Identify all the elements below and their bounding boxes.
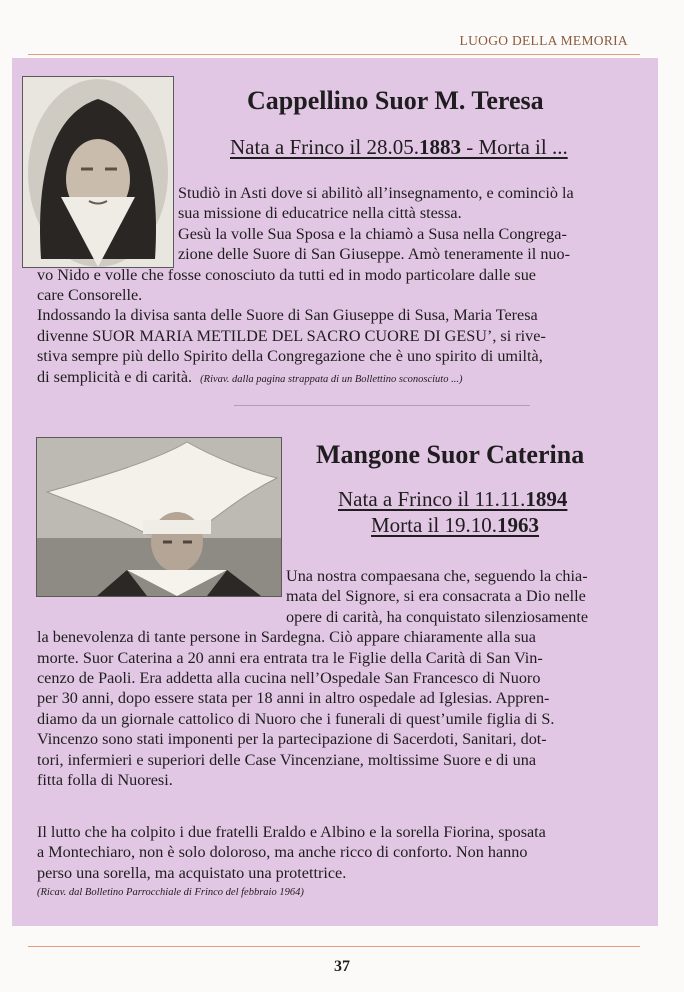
entry1-credit: (Rivav. dalla pagina strappata di un Bollettino sconosciuto ...) bbox=[200, 373, 463, 385]
entry2-death bbox=[371, 513, 539, 538]
entry2-line: per 30 anni, dopo essere stata per 18 anni in altro ospedale ad Iglesias. Appren- bbox=[37, 689, 550, 708]
entry2-line: la benevolenza di tante persone in Sardegna. Ciò appare chiaramente alla sua bbox=[37, 628, 536, 647]
entry1-death-text: - Morta il ... bbox=[460, 135, 568, 159]
entry2-credit: (Ricav. dal Bolletino Parrocchiale di Frinco del febbraio 1964) bbox=[37, 887, 304, 899]
entry1-bio bbox=[0, 183, 684, 390]
header-divider bbox=[28, 54, 640, 55]
entry2-line: Vincenzo sono stati imponenti per la partecipazione di Sacerdoti, Sanitari, dot- bbox=[37, 730, 547, 749]
entry2-death-text: Morta il 19.10. bbox=[371, 513, 497, 537]
entry1-dates bbox=[230, 135, 568, 160]
entry2-line: tori, infermieri e superiori delle Case Vincenziane, moltissime Suore e di una bbox=[37, 750, 537, 769]
entry1-line: Indossando la divisa santa delle Suore di San Giuseppe di Susa, Maria Teresa bbox=[37, 306, 538, 325]
entry1-birth-year: 1883 bbox=[418, 135, 461, 159]
entry2-closing-line: perso una sorella, ma acquistato una protettrice. bbox=[37, 863, 347, 882]
entry2-line: opere di carità, ha conquistato silenziosamente bbox=[286, 607, 589, 626]
entry1-line: sua missione di educatrice nella città stessa. bbox=[178, 204, 462, 223]
entry2-line: cenzo de Paoli. Era addetta alla cucina nell’Ospedale San Francesco di Nuoro bbox=[37, 669, 541, 688]
entry1-line: care Consorelle. bbox=[37, 286, 143, 305]
entry2-birth-text: Nata a Frinco il 11.11. bbox=[338, 487, 526, 511]
entry1-line: stiva sempre più dello Spirito della Congregazione che è uno spirito di umiltà, bbox=[37, 347, 543, 366]
entry2-line: morte. Suor Caterina a 20 anni era entrata tra le Figlie della Carità di San Vin- bbox=[37, 648, 543, 667]
entry2-line: diamo da un giornale cattolico di Nuoro che i funerali di quest’umile figlia di S. bbox=[37, 709, 555, 728]
page-number: 37 bbox=[334, 958, 350, 975]
entry2-bio bbox=[0, 566, 684, 790]
footer-divider bbox=[28, 946, 640, 947]
entry1-line: di semplicità e di carità. bbox=[37, 367, 193, 386]
entry2-closing-line: a Montechiaro, non è solo doloroso, ma anche ricco di conforto. Non hanno bbox=[37, 843, 528, 862]
entry1-line: divenne SUOR MARIA METILDE DEL SACRO CUORE DI GESU’, si rive- bbox=[37, 326, 546, 345]
entry2-line: mata del Signore, si era consacrata a Dio nelle bbox=[286, 587, 586, 606]
entry2-line: fitta folla di Nuoresi. bbox=[37, 771, 173, 790]
entry2-line: Una nostra compaesana che, seguendo la chia- bbox=[286, 567, 588, 585]
entry2-birth bbox=[338, 487, 567, 512]
entry2-birth-year: 1894 bbox=[525, 487, 568, 511]
section-header: LUOGO DELLA MEMORIA bbox=[459, 33, 628, 48]
entry1-line: Gesù la volle Sua Sposa e la chiamò a Susa nella Congrega- bbox=[178, 224, 567, 243]
entry2-closing bbox=[0, 822, 684, 904]
entry2-closing-line: Il lutto che ha colpito i due fratelli Eraldo e Albino e la sorella Fiorina, sposata bbox=[37, 823, 546, 841]
entry1-title: Cappellino Suor M. Teresa bbox=[247, 86, 544, 115]
entry1-birth-text: Nata a Frinco il 28.05. bbox=[230, 135, 419, 159]
entry2-title: Mangone Suor Caterina bbox=[316, 440, 585, 469]
entry1-line: Studiò in Asti dove si abilitò all’insegnamento, e cominciò la bbox=[178, 184, 574, 202]
divider bbox=[234, 405, 530, 406]
entry1-line: zione delle Suore di San Giuseppe. Amò teneramente il nuo- bbox=[178, 245, 570, 264]
entry2-death-year: 1963 bbox=[497, 513, 539, 537]
entry1-line: vo Nido e volle che fosse conosciuto da tutti ed in modo particolare dalle sue bbox=[37, 265, 536, 284]
